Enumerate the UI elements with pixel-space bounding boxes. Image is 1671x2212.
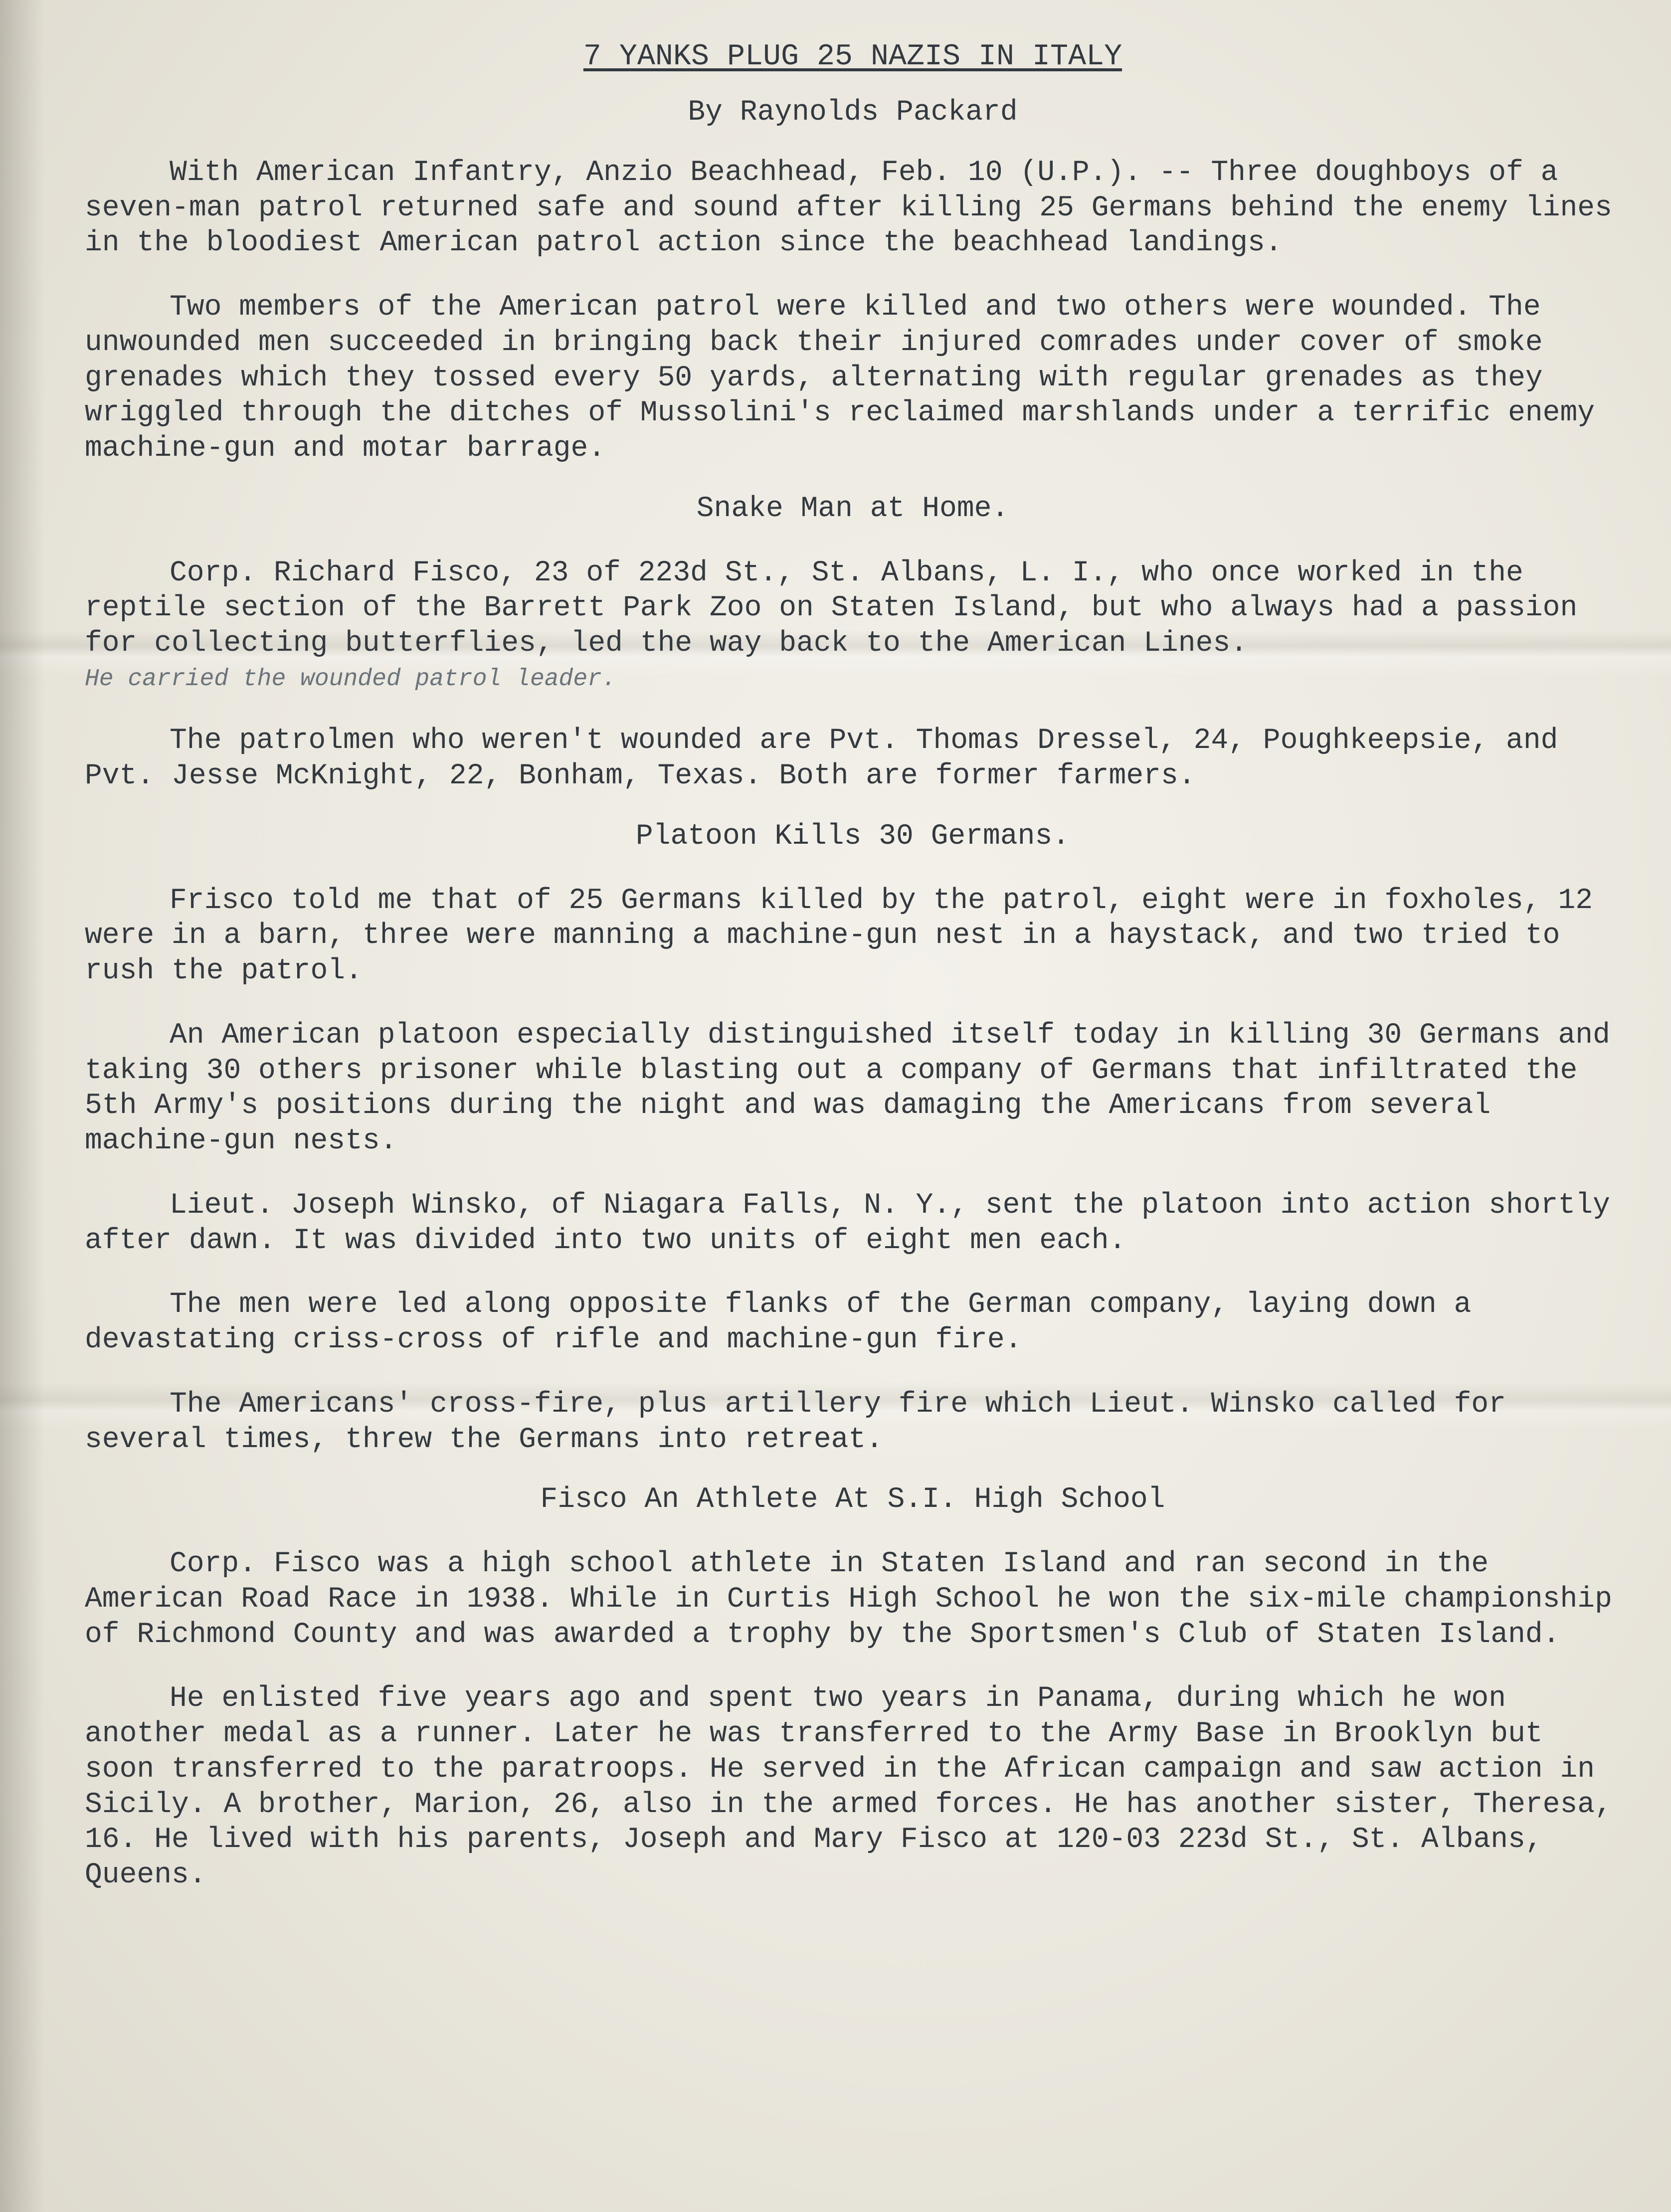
section-heading: Snake Man at Home.	[696, 492, 1009, 525]
paragraph: Corp. Fisco was a high school athlete in Staten Island and ran second in the American Road Race in 1938. While in Curtis High School he won the six-mile championship of Richmond County and was awarded a trophy by the Sportsmen's Club of Staten Island.	[85, 1548, 1612, 1651]
page-edge-shadow	[0, 0, 45, 2212]
paragraph: With American Infantry, Anzio Beachhead, Feb. 10 (U.P.). -- Three doughboys of a seven-man patrol returned safe and sound after killing 25 Germans behind the enemy lines in the bloodiest American patrol action since the beachhead landings.	[85, 156, 1612, 260]
handwritten-like-addendum: He carried the wounded patrol leader.	[85, 665, 616, 693]
article	[85, 30, 1621, 1893]
paragraph: He enlisted five years ago and spent two years in Panama, during which he won another medal as a runner. Later he was transferred to the Army Base in Brooklyn but soon transferred to the paratroops. He served in the African campaign and saw action in Sicily. A brother, Marion, 26, also in the armed forces. He has another sister, Theresa, 16. He lived with his parents, Joseph and Mary Fisco at 120-03 223d St., St. Albans, Queens.	[85, 1682, 1612, 1892]
section-heading: Fisco An Athlete At S.I. High School	[540, 1483, 1165, 1516]
paragraph: The men were led along opposite flanks of the German company, laying down a devastating criss-cross of rifle and machine-gun fire.	[85, 1289, 1472, 1357]
paragraph: The Americans' cross-fire, plus artillery fire which Lieut. Winsko called for several times, threw the Germans into retreat.	[85, 1388, 1506, 1456]
section-heading: Platoon Kills 30 Germans.	[635, 820, 1070, 853]
article-title: 7 YANKS PLUG 25 NAZIS IN ITALY	[583, 40, 1122, 74]
paragraph: Lieut. Joseph Winsko, of Niagara Falls, N. Y., sent the platoon into action shortly after dawn. It was divided into two units of eight men each.	[85, 1189, 1610, 1257]
paragraph: Corp. Richard Fisco, 23 of 223d St., St. Albans, L. I., who once worked in the reptile section of the Barrett Park Zoo on Staten Island, but who always had a passion for collecting butterflies, led the way back to the American Lines.	[85, 556, 1578, 660]
paragraph: The patrolmen who weren't wounded are Pvt. Thomas Dressel, 24, Poughkeepsie, and Pvt. Jesse McKnight, 22, Bonham, Texas. Both are former farmers.	[85, 725, 1558, 793]
paragraph: Two members of the American patrol were killed and two others were wounded. The unwounded men succeeded in bringing back their injured comrades under cover of smoke grenades which they tossed every 50 yards, alternating with regular grenades as they wriggled through the ditches of Mussolini's reclaimed marshlands under a terrific enemy machine-gun and motar barrage.	[85, 291, 1595, 465]
article-byline: By Raynolds Packard	[688, 96, 1018, 129]
paragraph: An American platoon especially distinguished itself today in killing 30 Germans and taking 30 others prisoner while blasting out a company of Germans that infiltrated the 5th Army's positions during the night and was damaging the Americans from several machine-gun nests.	[85, 1019, 1610, 1158]
paragraph: Frisco told me that of 25 Germans killed by the patrol, eight were in foxholes, 12 were in a barn, three were manning a machine-gun nest in a haystack, and two tried to rush the patrol.	[85, 884, 1593, 988]
